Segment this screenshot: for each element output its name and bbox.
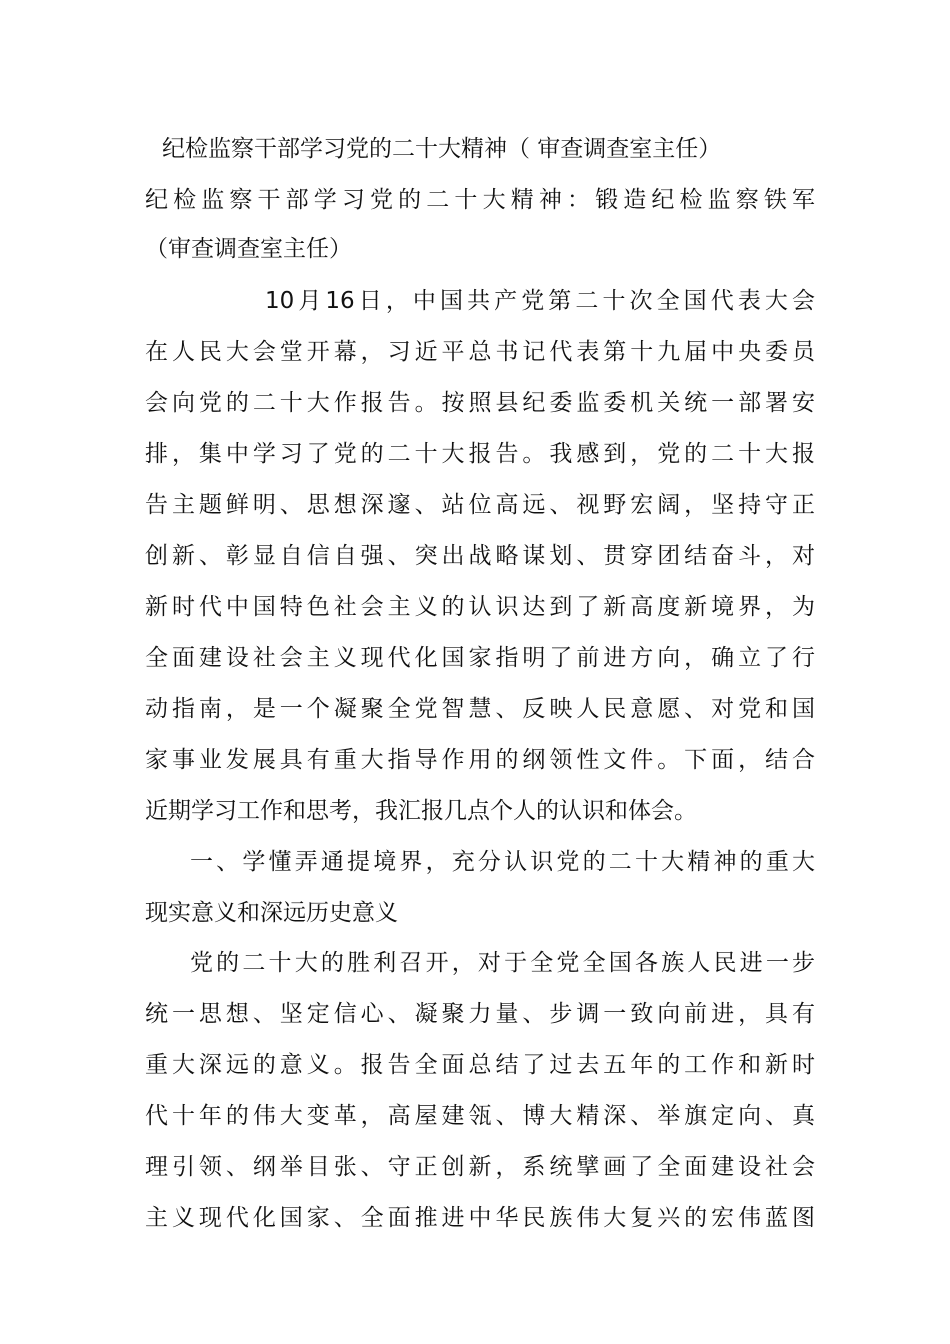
document-title: 纪检监察干部学习党的二十大精神（ 审查调查室主任）: [162, 136, 722, 162]
paragraph-line: 在人民大会堂开幕，习近平总书记代表第十九届中央委员: [145, 339, 815, 365]
paragraph-line: 代十年的伟大变革，高屋建瓴、博大精深、举旗定向、真: [145, 1103, 815, 1129]
paragraph-line: 告主题鲜明、思想深邃、站位高远、视野宏阔，坚持守正: [145, 492, 815, 518]
paragraph-line: 动指南，是一个凝聚全党智慧、反映人民意愿、对党和国: [145, 696, 815, 722]
subtitle-line: （审查调查室主任）: [145, 236, 352, 262]
subtitle-line: 纪检监察干部学习党的二十大精神：锻造纪检监察铁军: [145, 187, 815, 213]
paragraph-line: 家事业发展具有重大指导作用的纲领性文件。下面，结合: [145, 747, 815, 773]
paragraph-line: 主义现代化国家、全面推进中华民族伟大复兴的宏伟蓝图: [145, 1205, 815, 1231]
paragraph-line: 新时代中国特色社会主义的认识达到了新高度新境界，为: [145, 594, 815, 620]
paragraph-line: 党的二十大的胜利召开，对于全党全国各族人民进一步: [190, 950, 815, 976]
paragraph-line: 会向党的二十大作报告。按照县纪委监委机关统一部署安: [145, 390, 815, 416]
section-heading-line: 一、学懂弄通提境界，充分认识党的二十大精神的重大: [190, 849, 815, 875]
paragraph-line: 创新、彰显自信自强、突出战略谋划、贯穿团结奋斗，对: [145, 543, 815, 569]
paragraph-line: 统一思想、坚定信心、凝聚力量、步调一致向前进，具有: [145, 1001, 815, 1027]
paragraph-line: 近期学习工作和思考，我汇报几点个人的认识和体会。: [145, 798, 697, 824]
section-heading-line: 现实意义和深远历史意义: [145, 900, 398, 926]
paragraph-line: 排，集中学习了党的二十大报告。我感到，党的二十大报: [145, 441, 815, 467]
paragraph-line: 理引领、纲举目张、守正创新，系统擘画了全面建设社会: [145, 1154, 815, 1180]
paragraph-line: 重大深远的意义。报告全面总结了过去五年的工作和新时: [145, 1052, 815, 1078]
paragraph-line: 10月16日，中国共产党第二十次全国代表大会: [265, 288, 815, 314]
paragraph-line: 全面建设社会主义现代化国家指明了前进方向，确立了行: [145, 645, 815, 671]
